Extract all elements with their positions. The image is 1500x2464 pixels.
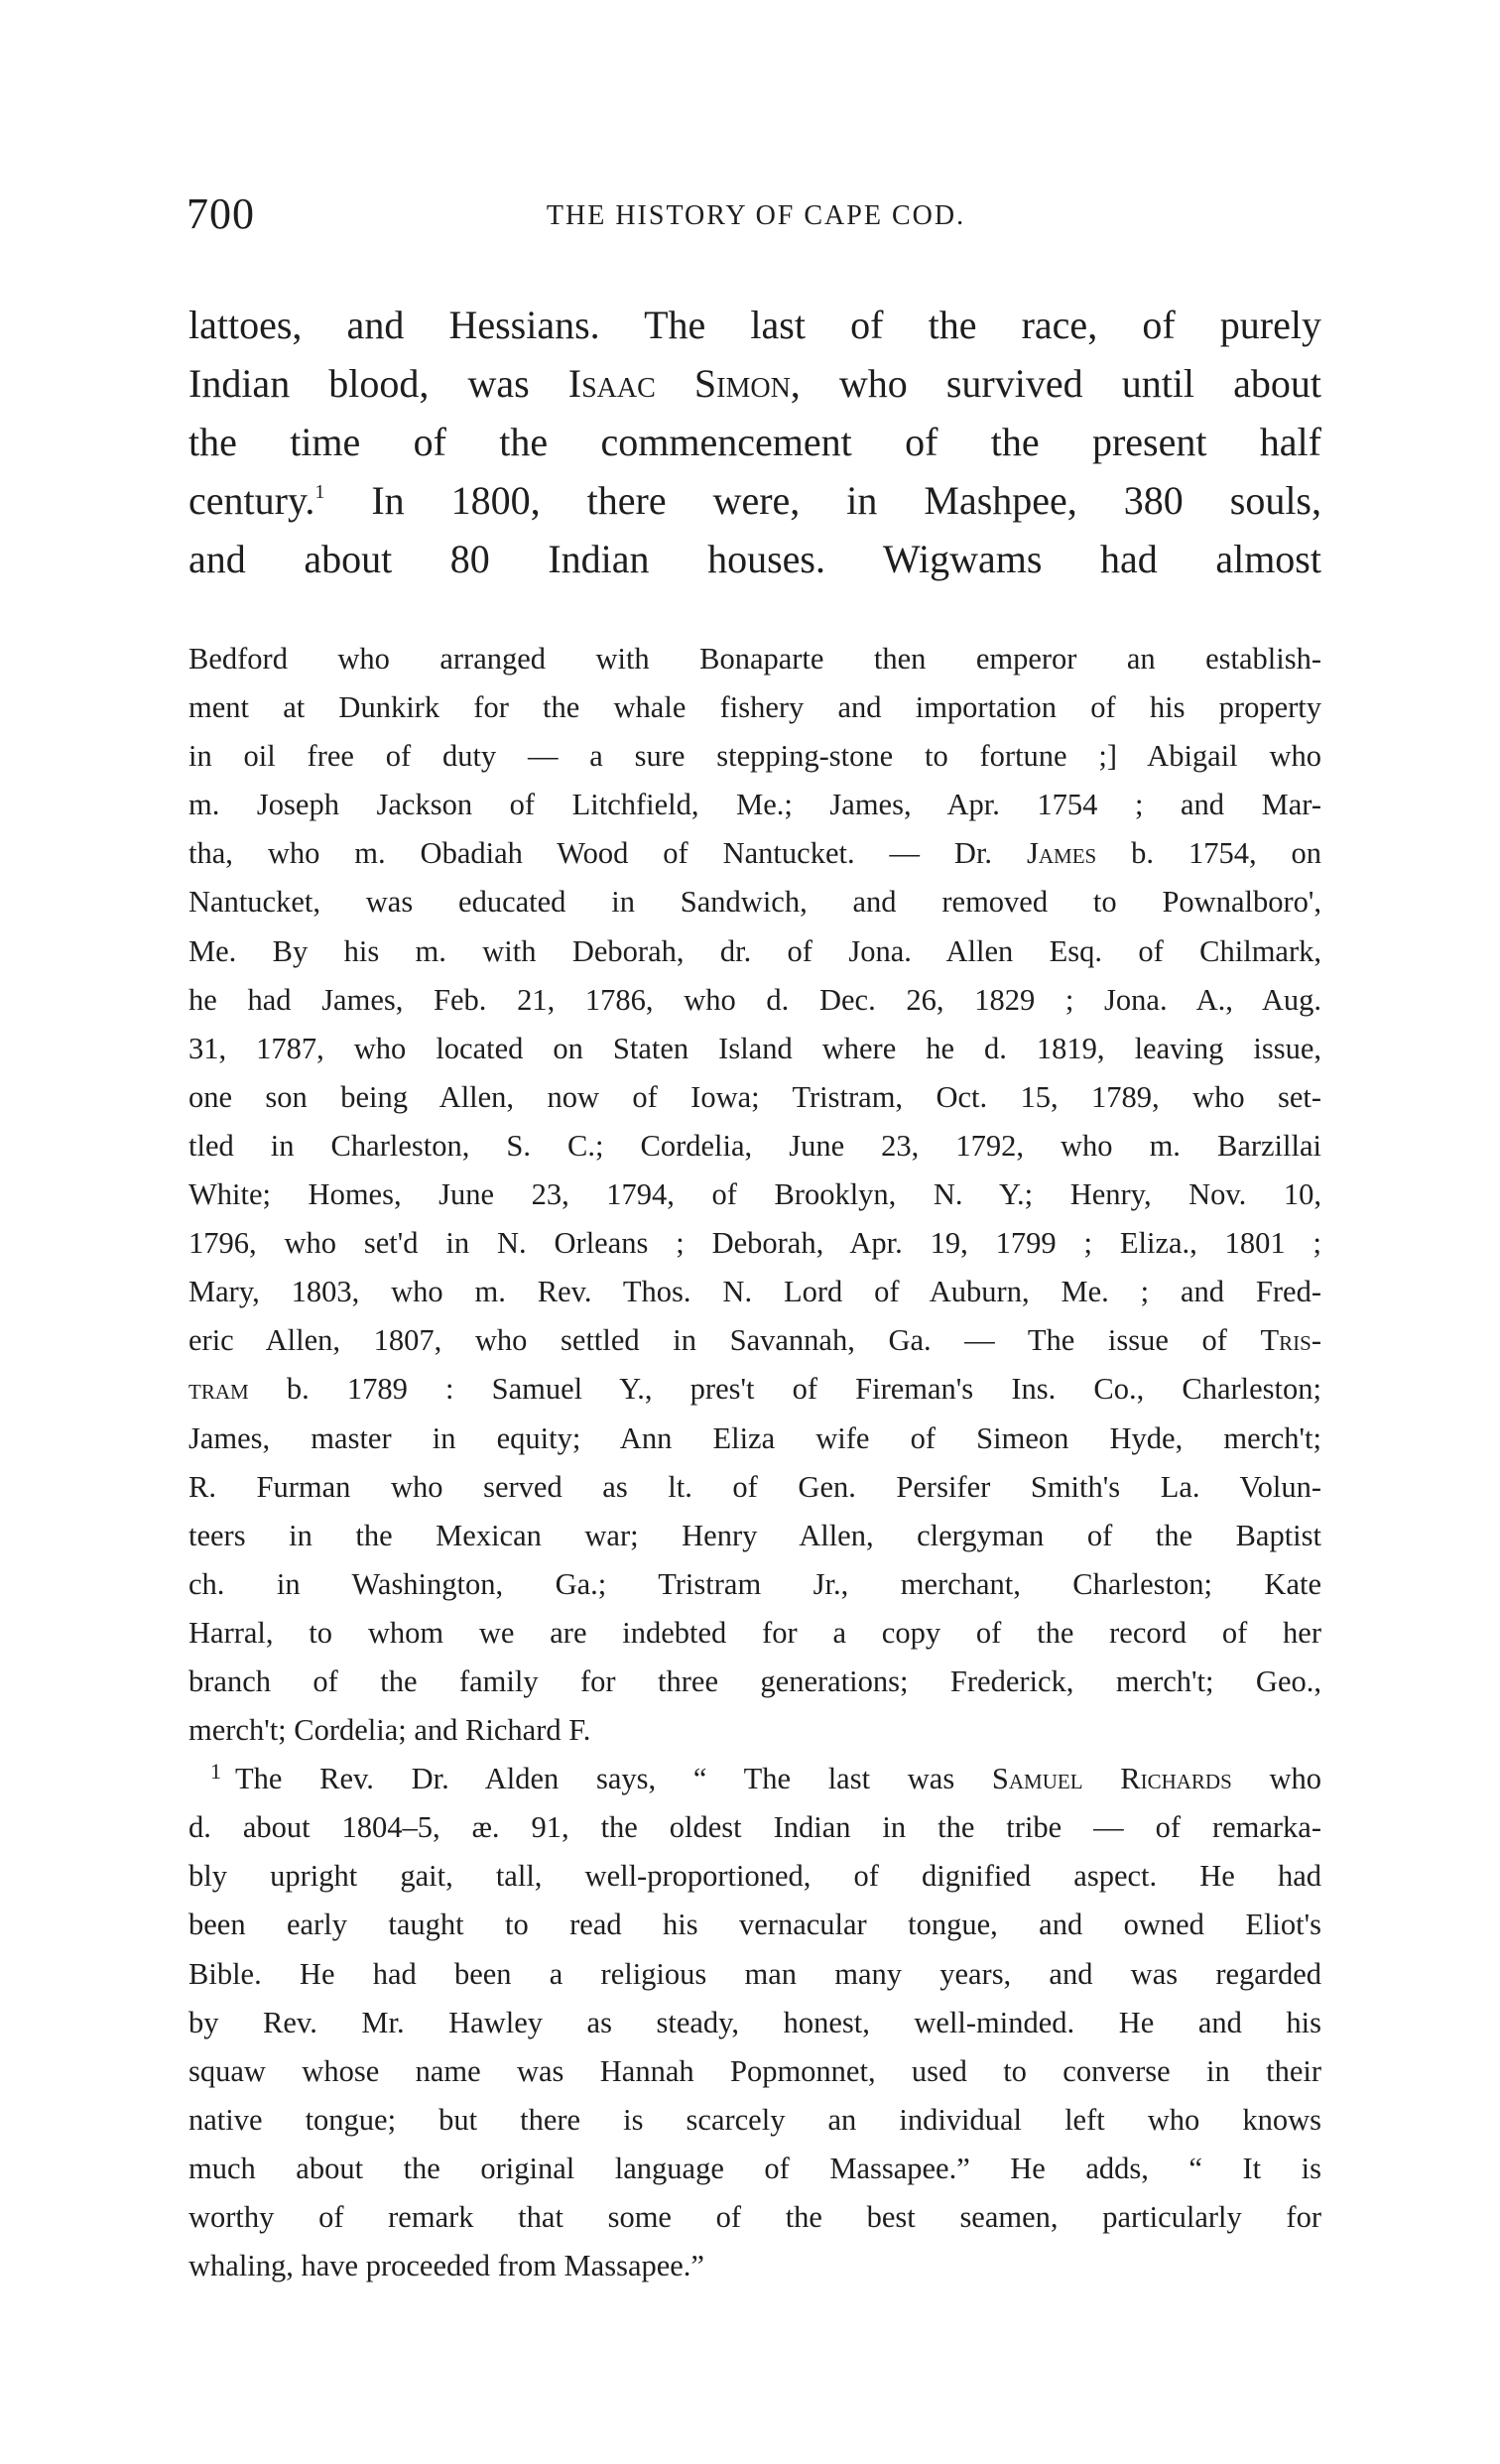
- footnote-reference: 1: [314, 481, 325, 503]
- running-head: THE HISTORY OF CAPE COD.: [546, 200, 966, 231]
- continued-note-line: teers in the Mexican war; Henry Allen, clergyman of the Baptist: [188, 1518, 1321, 1552]
- page-header: [187, 185, 1325, 244]
- continued-note-line: Bedford who arranged with Bonaparte then emperor an establish-: [188, 642, 1321, 676]
- footnote-marker: 1: [210, 1759, 221, 1785]
- person-name-tristram: tram: [188, 1372, 249, 1407]
- main-text: [188, 296, 1321, 588]
- note-text: The Rev. Dr. Alden says, “ The last was: [235, 1762, 955, 1796]
- continued-note-line: tled in Charleston, S. C.; Cordelia, June 23, 1792, who m. Barzillai: [188, 1128, 1321, 1163]
- footnote-line: Bible. He had been a religious man many years, and was regarded: [188, 1956, 1321, 1991]
- note-text: tha, who m. Obadiah Wood of Nantucket. — Dr.: [188, 836, 993, 871]
- person-name-isaac-simon: Isaac Simon,: [567, 361, 801, 406]
- continued-note-line: one son being Allen, now of Iowa; Tristram, Oct. 15, 1789, who set-: [188, 1079, 1321, 1114]
- continued-note-line: ch. in Washington, Ga.; Tristram Jr., merchant, Charleston; Kate: [188, 1566, 1321, 1601]
- person-name-james: James: [1027, 836, 1097, 871]
- main-line-4: [188, 471, 1321, 530]
- main-line-2: [188, 354, 1321, 413]
- notes-block: [188, 635, 1321, 2290]
- main-line-3: the time of the commencement of the present half: [188, 420, 1321, 464]
- note-text: b. 1754, on: [1131, 836, 1322, 871]
- continued-note-line: White; Homes, June 23, 1794, of Brooklyn, N. Y.; Henry, Nov. 10,: [188, 1177, 1321, 1212]
- footnote-line: [188, 1755, 1321, 1803]
- person-name-samuel-richards: Samuel Richards: [991, 1762, 1232, 1796]
- footnote-line: been early taught to read his vernacular tongue, and owned Eliot's: [188, 1908, 1321, 1942]
- continued-note-line: m. Joseph Jackson of Litchfield, Me.; James, Apr. 1754 ; and Mar-: [188, 788, 1321, 822]
- footnote-line: bly upright gait, tall, well-proportioned, of dignified aspect. He had: [188, 1859, 1321, 1894]
- footnote-line: by Rev. Mr. Hawley as steady, honest, well-minded. He and his: [188, 2005, 1321, 2039]
- continued-note-line: 31, 1787, who located on Staten Island where he d. 1819, leaving issue,: [188, 1031, 1321, 1065]
- note-text: eric Allen, 1807, who settled in Savannah, Ga. — The issue of: [188, 1323, 1227, 1358]
- continued-note-line: he had James, Feb. 21, 1786, who d. Dec. 26, 1829 ; Jona. A., Aug.: [188, 982, 1321, 1017]
- footnote-line: d. about 1804–5, æ. 91, the oldest Indian in the tribe — of remarka-: [188, 1810, 1321, 1845]
- footnote-line: whaling, have proceeded from Massapee.”: [188, 2249, 704, 2283]
- footnote-line: native tongue; but there is scarcely an individual left who knows: [188, 2102, 1321, 2137]
- continued-note-line: in oil free of duty — a sure stepping-stone to fortune ;] Abigail who: [188, 739, 1321, 774]
- footnote-line: squaw whose name was Hannah Popmonnet, used to converse in their: [188, 2053, 1321, 2088]
- continued-note-line: ment at Dunkirk for the whale fishery and importation of his property: [188, 690, 1321, 725]
- continued-note-line: merch't; Cordelia; and Richard F.: [188, 1713, 591, 1748]
- continued-note-line: branch of the family for three generations; Frederick, merch't; Geo.,: [188, 1663, 1321, 1698]
- continued-note-line: [188, 1316, 1321, 1365]
- continued-note-line: Mary, 1803, who m. Rev. Thos. N. Lord of Auburn, Me. ; and Fred-: [188, 1275, 1321, 1309]
- page-number: 700: [187, 189, 255, 238]
- continued-note-line: [188, 1365, 1321, 1414]
- continued-note-line: James, master in equity; Ann Eliza wife of Simeon Hyde, merch't;: [188, 1420, 1321, 1455]
- continued-note-line: Nantucket, was educated in Sandwich, and removed to Pownalboro',: [188, 885, 1321, 920]
- person-name-tristram: Tris-: [1260, 1323, 1322, 1358]
- main-line-2-end: who survived until about: [838, 361, 1322, 406]
- continued-note-line: 1796, who set'd in N. Orleans ; Deborah, Apr. 19, 1799 ; Eliza., 1801 ;: [188, 1226, 1321, 1261]
- continued-note-line: [188, 829, 1321, 878]
- note-text: who: [1269, 1762, 1322, 1796]
- main-line-1: lattoes, and Hessians. The last of the race, of purely: [188, 303, 1321, 347]
- main-line-5: and about 80 Indian houses. Wigwams had almost: [188, 537, 1321, 581]
- footnote-line: worthy of remark that some of the best seamen, particularly for: [188, 2200, 1321, 2234]
- main-line-2-start: Indian blood, was: [188, 361, 530, 406]
- main-line-4-start: century.: [188, 478, 315, 523]
- note-text: b. 1789 : Samuel Y., pres't of Fireman's Ins. Co., Charleston;: [286, 1372, 1321, 1407]
- continued-note-line: R. Furman who served as lt. of Gen. Persifer Smith's La. Volun-: [188, 1469, 1321, 1504]
- continued-note-line: Me. By his m. with Deborah, dr. of Jona. Allen Esq. of Chilmark,: [188, 933, 1321, 968]
- continued-note-line: Harral, to whom we are indebted for a copy of the record of her: [188, 1615, 1321, 1650]
- main-line-4-end: In 1800, there were, in Mashpee, 380 souls,: [324, 478, 1321, 523]
- footnote-line: much about the original language of Massapee.” He adds, “ It is: [188, 2151, 1321, 2185]
